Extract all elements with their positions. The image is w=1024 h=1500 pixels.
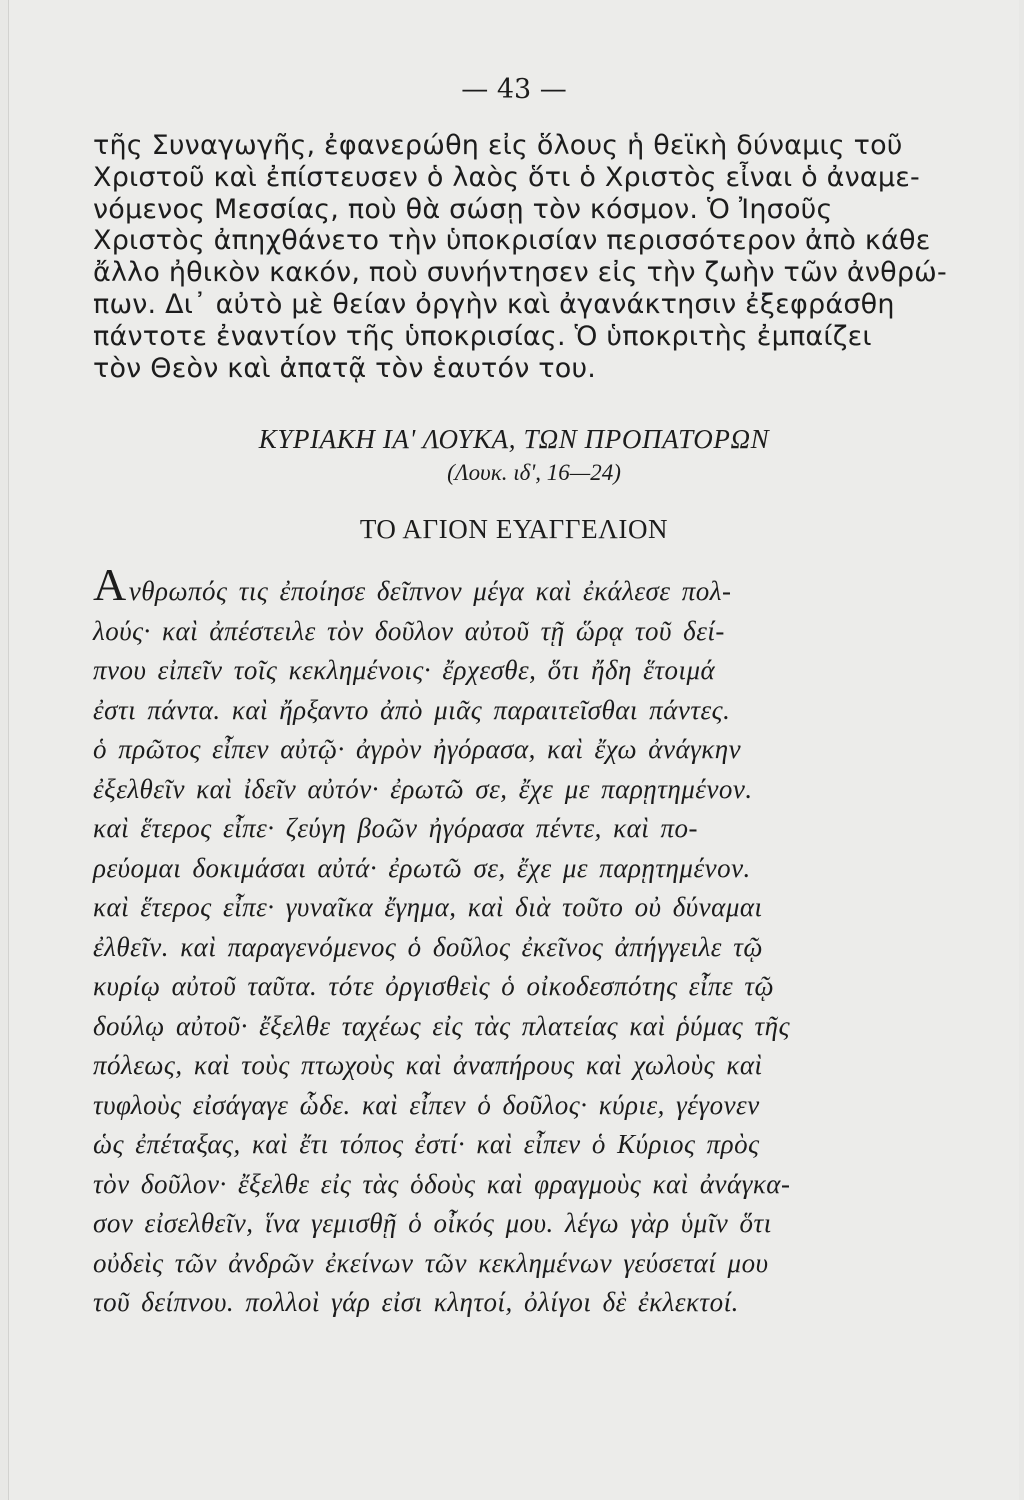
gospel-text <box>93 559 893 1323</box>
text-line: ἐλθεῖν. καὶ παραγενόμενος ὁ δοῦλος ἐκεῖνος ἀπήγγειλε τῷ <box>93 931 763 962</box>
text-line: καὶ ἕτερος εἶπε· ζεύγη βοῶν ἠγόρασα πέντε, καὶ πο- <box>93 813 699 843</box>
text-line: Χριστὸς ἀπηχθάνετο τὴν ὑποκρισίαν περισσότερον ἀπὸ κάθε <box>93 225 931 257</box>
text-line: πόλεως, καὶ τοὺς πτωχοὺς καὶ ἀναπήρους καὶ χωλοὺς καὶ <box>93 1050 763 1080</box>
text-line: οὐδεὶς τῶν ἀνδρῶν ἐκείνων τῶν κεκλημένων γεύσεταί μου <box>93 1247 769 1278</box>
text-line: ἐξελθεῖν καὶ ἰδεῖν αὐτόν· ἐρωτῶ σε, ἔχε με παρῃτημένον. <box>93 773 753 804</box>
text-line: νθρωπός τις ἐποίησε δεῖπνον μέγα καὶ ἐκάλεσε πολ- <box>128 576 732 606</box>
text-line: τυφλοὺς εἰσάγαγε ὧδε. καὶ εἶπεν ὁ δοῦλος· κύριε, γέγονεν <box>93 1089 760 1120</box>
text-line: τῆς Συναγωγῆς, ἐφανερώθη εἰς ὅλους ἡ θεϊκὴ δύναμις τοῦ <box>93 130 903 161</box>
book-page <box>8 0 1019 1500</box>
text-line: Χριστοῦ καὶ ἐπίστευσεν ὁ λαὸς ὅτι ὁ Χριστὸς εἶναι ὁ ἀναμε- <box>93 161 920 193</box>
text-line: λούς· καὶ ἀπέστειλε τὸν δοῦλον αὐτοῦ τῇ ὥρᾳ τοῦ δεί- <box>93 615 725 646</box>
text-line: δούλῳ αὐτοῦ· ἔξελθε ταχέως εἰς τὰς πλατείας καὶ ῥύμας τῆς <box>93 1010 791 1041</box>
text-line: ἄλλο ἠθικὸν κακόν, ποὺ συνήντησεν εἰς τὴν ζωὴν τῶν ἀνθρώ- <box>93 257 947 289</box>
page-number: — 43 — <box>461 74 567 105</box>
text-line: ὡς ἐπέταξας, καὶ ἔτι τόπος ἐστί· καὶ εἶπεν ὁ Κύριος πρὸς <box>93 1129 760 1159</box>
text-line: καὶ ἕτερος εἶπε· γυναῖκα ἔγημα, καὶ διὰ τοῦτο οὐ δύναμαι <box>93 892 763 922</box>
previous-paragraph <box>93 130 947 384</box>
gospel-title: ΤΟ ΑΓΙΟΝ ΕΥΑΓΓΕΛΙΟΝ <box>359 514 669 544</box>
text-line: πων. Δι᾿ αὐτὸ μὲ θείαν ὀργὴν καὶ ἀγανάκτησιν ἐξεφράσθη <box>93 288 895 320</box>
gospel-first-line <box>93 559 893 612</box>
text-line: τοῦ δείπνου. πολλοὶ γάρ εἰσι κλητοί, ὀλίγοι δὲ ἐκλεκτοί. <box>93 1287 739 1317</box>
text-line: ρεύομαι δοκιμάσαι αὐτά· ἐρωτῶ σε, ἔχε με παρῃτημένον. <box>93 852 751 883</box>
drop-cap: Α <box>93 559 127 610</box>
text-line: τὸν Θεὸν καὶ ἀπατᾷ τὸν ἑαυτόν του. <box>93 352 597 384</box>
text-line: ὁ πρῶτος εἶπεν αὐτῷ· ἀγρὸν ἠγόρασα, καὶ ἔχω ἀνάγκην <box>93 734 742 764</box>
text-line: πνου εἰπεῖν τοῖς κεκλημένοις· ἔρχεσθε, ὅτι ἤδη ἕτοιμά <box>93 655 716 685</box>
text-line: ἐστι πάντα. καὶ ἤρξαντο ἀπὸ μιᾶς παραιτεῖσθαι πάντες. <box>93 694 731 725</box>
text-line: νόμενος Μεσσίας, ποὺ θὰ σώσῃ τὸν κόσμον. Ὁ Ἰησοῦς <box>93 193 833 225</box>
section-reference: (Λουκ. ιδ', 16—24) <box>447 460 621 485</box>
section-heading: ΚΥΡΙΑΚΗ ΙΑ' ΛΟΥΚΑ, ΤΩΝ ΠΡΟΠΑΤΟΡΩΝ <box>258 424 770 454</box>
text-line: πάντοτε ἐναντίον τῆς ὑποκρισίας. Ὁ ὑποκριτὴς ἐμπαίζει <box>93 320 872 352</box>
text-line: τὸν δοῦλον· ἔξελθε εἰς τὰς ὁδοὺς καὶ φραγμοὺς καὶ ἀνάγκα- <box>93 1168 791 1199</box>
text-line: σον εἰσελθεῖν, ἵνα γεμισθῇ ὁ οἶκός μου. λέγω γὰρ ὑμῖν ὅτι <box>93 1208 772 1238</box>
text-line: κυρίῳ αὐτοῦ ταῦτα. τότε ὀργισθεὶς ὁ οἰκοδεσπότης εἶπε τῷ <box>93 971 775 1001</box>
